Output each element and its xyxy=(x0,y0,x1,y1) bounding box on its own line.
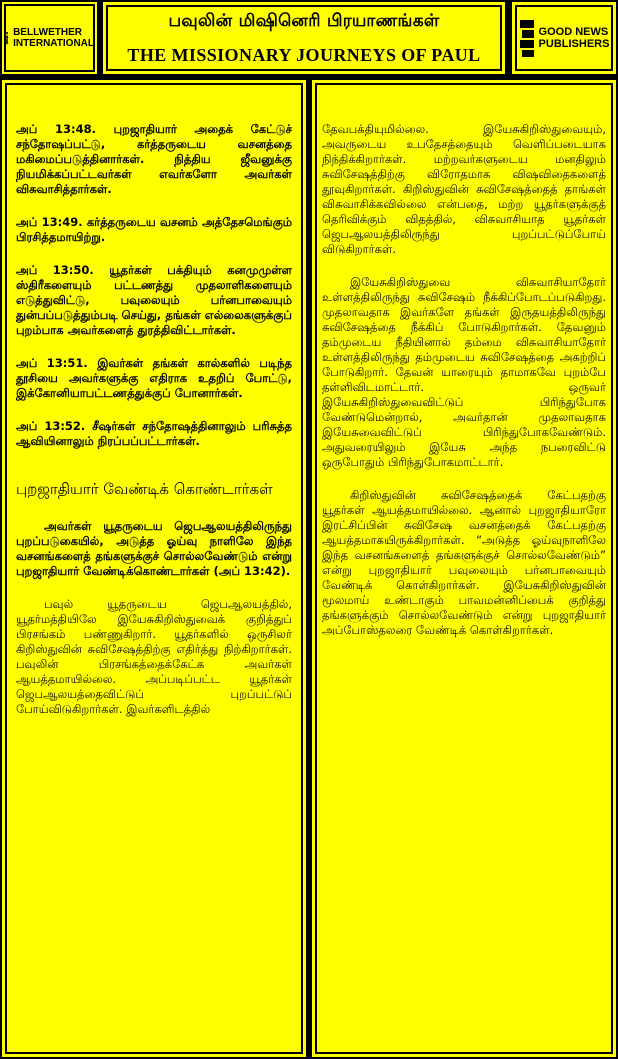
page-title-english: THE MISSIONARY JOURNEYS OF PAUL xyxy=(127,45,481,65)
right-column xyxy=(312,80,616,1057)
page-title-tamil: பவுலின் மிஷினெரி பிரயாணங்கள் xyxy=(168,11,440,31)
bellwether-logo xyxy=(2,2,97,74)
left-logo-line-1: BELLWETHER xyxy=(13,27,82,38)
right-logo-line-2: PUBLISHERS xyxy=(538,38,610,50)
body-paragraph-1: தேவபக்தியுமில்லை. இயேசுகிறிஸ்துவையும், அவருடைய உபதேசத்தையும் வெளிப்படையாக நிந்திக்கிறார்கள். மற்றவர்களுடைய மனதிலும் சுவிசேஷத்திற்கு விரோதமாக விஷவிதைகளைத் தூவுகிறார்கள். கிறிஸ்துவின் சுவிசேஷத்தைத் தாங்கள் விசுவாசிக்கவில்லை என்பதை, மற்ற யூதர்களுக்குத் தெரிவிக்கும் விதத்தில், விசுவாசியாத யூதர்கள் ஜெபஆலயத்திலிருந்து புறப்பட்டுப்போய் விடுகிறார்கள். xyxy=(322,122,606,256)
book-stack-icon xyxy=(519,18,535,58)
bellwether-figure-icon xyxy=(5,15,9,61)
right-logo-line-1: GOOD NEWS xyxy=(538,26,609,38)
body-paragraph-2: இயேசுகிறிஸ்துவை விசுவாசியாதோர் உள்ளத்திலிருந்து சுவிசேஷம் நீக்கிப்போடப்படுகிறது. முதலாவதாக இவர்களே தங்கள் இருதயத்திலிருந்து சுவிசேஷத்தை நீக்கிப் போடுகிறார்கள். தேவனும் தம்முடைய நீதியினால் தம்மை விசுவாசியாதோர் உள்ளத்திலிருந்து தம்முடைய சுவிசேஷத்தை அகற்றிப் போடுகிறார். தேவன் யாரையும் தாமாகவே புறம்பே தள்ளிவிடமாட்டார். ஒருவர் இயேசுகிறிஸ்துவைவிட்டுப் பிரிந்துபோக வேண்டுமென்றால், அவர்தான் முதலாவதாக இயேசுவைவிட்டுப் பிரிந்துபோகவேண்டும். அதுவரையிலும் இயேசு அந்த நபரைவிட்டு ஒருபோதும் பிரிந்துபோகமாட்டார். xyxy=(322,275,606,469)
good-news-logo xyxy=(512,2,616,74)
verse-13-52: அப் 13:52. சீஷர்கள் சந்தோஷத்தினாலும் பரிசுத்த ஆவியினாலும் நிரப்பப்பட்டார்கள். xyxy=(16,419,292,448)
verse-13-51: அப் 13:51. இவர்கள் தங்கள் கால்களில் படிந்த தூசியை அவர்களுக்கு எதிராக உதறிப் போட்டு, இக்கோனியாபட்டணத்துக்குப் போனார்கள். xyxy=(16,356,292,400)
verse-13-50: அப் 13:50. யூதர்கள் பக்தியும் கனமுமுள்ள ஸ்திரீகளையும் பட்டணத்து முதலாளிகளையும் எடுத்துவிட்டு, பவுலையும் பர்னபாவையும் துன்பப்படுத்தும்படி செய்து, தங்கள் எல்லைகளுக்குப் புறம்பாக அவர்களைத் துரத்திவிட்டார்கள். xyxy=(16,263,292,337)
section-heading: புறஜாதியார் வேண்டிக் கொண்டார்கள் xyxy=(16,480,273,498)
body-paragraph-3: கிறிஸ்துவின் சுவிசேஷத்தைக் கேட்பதற்கு யூதர்கள் ஆயத்தமாயில்லை. ஆனால் புறஜாதியாரோ இரட்சிப்பின் சுவிசேஷ வசனத்தைக் கேட்பதற்கு ஆயத்தமாகயிருக்கிறார்கள். “அடுத்த ஓய்வுநாளிலே இந்த வசனங்களைத் தங்களுக்குச் சொல்லவேண்டும்” என்று புறஜாதியார் பவுலையும் பர்னபாவையும் வேண்டிக் கொள்கிறார்கள். இயேசுகிறிஸ்துவின் மூலமாய் உண்டாகும் பாவமன்னிப்பைக் குறித்து தங்களுக்கும் சொல்லவேண்டும் என்று புறஜாதியார் அப்போஸ்தலரை வேண்டிக் கொள்கிறார்கள். xyxy=(322,488,606,637)
verse-13-49: அப் 13:49. கர்த்தருடைய வசனம் அத்தேசமெங்கும் பிரசித்தமாயிற்று. xyxy=(16,215,292,244)
key-verse-quote: அவர்கள் யூதருடைய ஜெபஆலயத்திலிருந்து புறப்படுகையில், அடுத்த ஓய்வு நாளிலே இந்த வசனங்களைத் தங்களுக்குச் சொல்லவேண்டும் என்று புறஜாதியார் வேண்டிக்கொண்டார்கள் (அப் 13:42). xyxy=(16,519,292,578)
title-banner xyxy=(103,2,505,74)
body-paragraph: பவுல் யூதருடைய ஜெபஆலயத்தில், யூதர்மத்தியிலே இயேசுகிறிஸ்துவைக் குறித்துப் பிரசங்கம் பண்ணுகிறார். யூதர்களில் ஒருசிலர் கிறிஸ்துவின் சுவிசேஷத்திற்கு எதிர்த்து நிற்கிறார்கள். பவுலின் பிரசங்கத்தைக்கேட்க அவர்கள் ஆயத்தமாயில்லை. அப்படிப்பட்ட யூதர்கள் ஜெபஆலயத்தைவிட்டுப் புறப்பட்டுப் போய்விடுகிறார்கள். இவர்களிடத்தில் xyxy=(16,597,292,716)
verse-13-48: அப் 13:48. புறஜாதியார் அதைக் கேட்டுச் சந்தோஷப்பட்டு, கர்த்தருடைய வசனத்தை மகிமைப்படுத்தினார்கள். நித்திய ஜீவனுக்கு நியமிக்கப்பட்டவர்கள் எவர்களோ அவர்கள் விசுவாசித்தார்கள். xyxy=(16,122,292,196)
left-column xyxy=(2,80,306,1057)
left-logo-line-2: INTERNATIONAL xyxy=(13,38,94,49)
